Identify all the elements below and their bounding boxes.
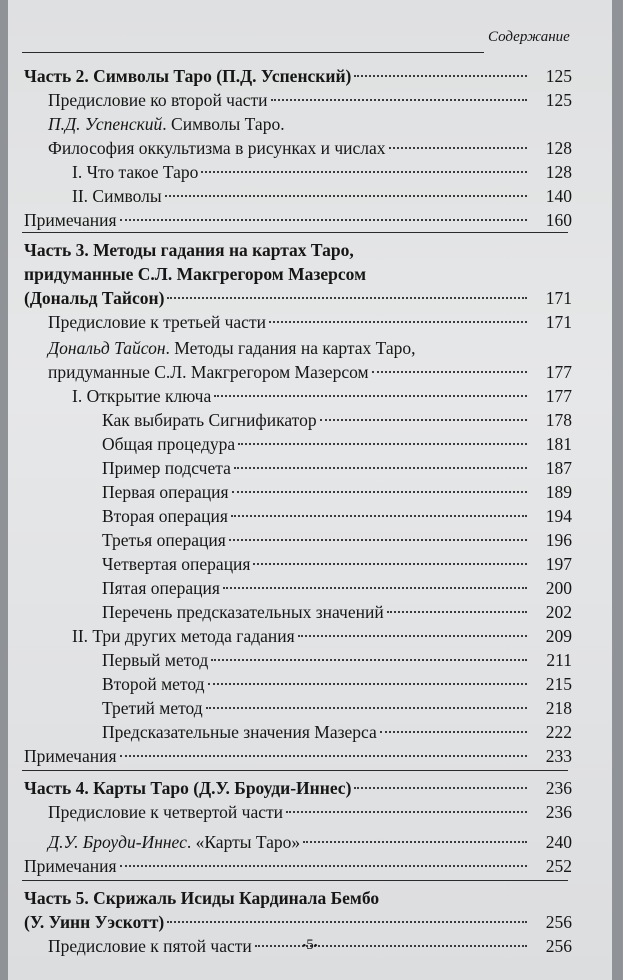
- toc-page-number: 128: [545, 162, 572, 182]
- toc-entry-title: II. Три других метода гадания: [72, 626, 295, 646]
- toc-entry-title-text: . Методы гадания на картах Таро,: [165, 338, 416, 358]
- toc-entry-title: Предисловие к пятой части: [48, 936, 252, 956]
- toc-page-number: 256: [545, 936, 572, 956]
- toc-entry: [48, 136, 572, 160]
- toc-entry-title: Примечания: [24, 210, 117, 230]
- toc-entry: [24, 64, 572, 88]
- toc-part-title: (У. Уинн Уэскотт): [24, 912, 165, 932]
- toc-page-number: 215: [545, 674, 572, 694]
- toc-page-number: 197: [545, 554, 572, 574]
- toc-leader-dots: [231, 515, 527, 517]
- toc-entry-title: Вторая операция: [102, 506, 228, 526]
- toc-page-number: 240: [545, 832, 572, 852]
- toc-page-number: 209: [545, 626, 572, 646]
- toc-entry: [48, 830, 572, 854]
- toc-entry: [102, 552, 572, 576]
- toc-leader-dots: [354, 75, 527, 77]
- toc-entry-title: II. Символы: [72, 186, 162, 206]
- toc-entry: [24, 854, 572, 878]
- toc-entry-title: I. Что такое Таро: [72, 162, 199, 182]
- toc-entry: [48, 800, 572, 824]
- toc-leader-dots: [120, 219, 527, 221]
- toc-entry-title: Второй метод: [102, 674, 205, 694]
- toc-entry-title: Первая операция: [102, 482, 229, 502]
- toc-leader-dots: [211, 659, 527, 661]
- toc-entry: [102, 528, 572, 552]
- section-rule: [22, 232, 568, 233]
- toc-page-number: 160: [545, 210, 572, 230]
- toc-page-number: 187: [545, 458, 572, 478]
- toc-leader-dots: [167, 921, 527, 923]
- toc-leader-dots: [253, 563, 527, 565]
- toc-entry: [48, 360, 572, 384]
- toc-leader-dots: [167, 297, 527, 299]
- toc-entry-title: Как выбирать Сигнификатор: [102, 410, 317, 430]
- toc-entry-title: Четвертая операция: [102, 554, 251, 574]
- section-rule: [22, 770, 568, 771]
- toc-page-number: 181: [545, 434, 572, 454]
- header-rule: [22, 52, 484, 53]
- toc-entry-title: Пятая операция: [102, 578, 220, 598]
- toc-page-number: 128: [545, 138, 572, 158]
- toc-entry-title: Предсказательные значения Мазерса: [102, 722, 377, 742]
- folio-ornament-left: •: [302, 940, 307, 952]
- toc-leader-dots: [232, 491, 527, 493]
- folio-ornament-right: •: [313, 940, 318, 952]
- toc-page-number: 171: [545, 288, 572, 308]
- toc-entry-title: I. Открытие ключа: [72, 386, 212, 406]
- toc-page-number: 171: [545, 312, 572, 332]
- toc-entry-author: П.Д. Успенский: [48, 114, 163, 134]
- toc-entry: [24, 776, 572, 800]
- toc-page-number: 236: [545, 802, 572, 822]
- toc-entry-title: Примечания: [24, 856, 117, 876]
- toc-entry-title: Примечания: [24, 746, 117, 766]
- toc-entry-title-text: . Символы Таро.: [162, 114, 285, 134]
- toc-entry: [72, 160, 572, 184]
- running-head: Содержание: [488, 29, 570, 45]
- toc-entry-title: Перечень предсказательных значений: [102, 602, 384, 622]
- toc-entry: [24, 744, 572, 768]
- toc-entry: [102, 432, 572, 456]
- toc-leader-dots: [389, 147, 527, 149]
- toc-page-number: 256: [545, 912, 572, 932]
- toc-entry: [48, 88, 572, 112]
- toc-leader-dots: [387, 611, 527, 613]
- toc-entry: [24, 886, 572, 910]
- toc-entry: [102, 672, 572, 696]
- toc-entry: [48, 112, 572, 136]
- toc-part-title: Часть 2. Символы Таро (П.Д. Успенский): [24, 66, 352, 86]
- toc-leader-dots: [269, 321, 527, 323]
- toc-leader-dots: [380, 731, 527, 733]
- toc-page-number: 196: [545, 530, 572, 550]
- toc-page-number: 236: [545, 778, 572, 798]
- toc-entry-title: [48, 112, 285, 136]
- toc-page-number: 222: [545, 722, 572, 742]
- toc-page-number: 177: [545, 386, 572, 406]
- toc-leader-dots: [303, 841, 527, 843]
- toc-entry-title: Предисловие к третьей части: [48, 312, 266, 332]
- toc-page-number: 233: [545, 746, 572, 766]
- toc-leader-dots: [229, 539, 527, 541]
- toc-page-number: 194: [545, 506, 572, 526]
- toc-leader-dots: [320, 419, 527, 421]
- toc-entry-author: Дональд Тайсон: [48, 338, 166, 358]
- toc-entry-title: Предисловие ко второй части: [48, 90, 268, 110]
- toc-page-number: 140: [545, 186, 572, 206]
- toc-entry-title: [48, 830, 300, 854]
- toc-entry: [72, 384, 572, 408]
- toc-leader-dots: [201, 171, 527, 173]
- toc-page-number: 189: [545, 482, 572, 502]
- folio-number: 5: [306, 937, 314, 953]
- toc-page-number: 177: [545, 362, 572, 382]
- toc-entry: [102, 576, 572, 600]
- toc-entry: [24, 238, 572, 262]
- toc-leader-dots: [238, 443, 527, 445]
- toc-entry: [102, 600, 572, 624]
- toc-leader-dots: [298, 635, 527, 637]
- toc-leader-dots: [286, 811, 527, 813]
- toc-page-number: 125: [545, 66, 572, 86]
- toc-leader-dots: [120, 865, 527, 867]
- toc-entry: [24, 910, 572, 934]
- toc-entry: [72, 624, 572, 648]
- toc-page-number: 252: [545, 856, 572, 876]
- toc-part-title: Часть 3. Методы гадания на картах Таро,: [24, 240, 354, 260]
- toc-entry: [24, 208, 572, 232]
- toc-entry: [102, 696, 572, 720]
- toc-entry-title-text: . «Карты Таро»: [186, 832, 301, 852]
- toc-entry: [48, 310, 572, 334]
- toc-leader-dots: [234, 467, 527, 469]
- toc-entry: [24, 286, 572, 310]
- toc-part-title: (Дональд Тайсон): [24, 288, 165, 308]
- toc-entry-title: Философия оккультизма в рисунках и числах: [48, 138, 386, 158]
- toc-entry: [48, 336, 572, 360]
- toc-entry-title: Третий метод: [102, 698, 203, 718]
- toc-entry: [24, 262, 572, 286]
- toc-leader-dots: [223, 587, 527, 589]
- toc-leader-dots: [165, 195, 527, 197]
- toc-page-number: 125: [545, 90, 572, 110]
- page-number: [8, 937, 612, 954]
- toc-leader-dots: [271, 99, 527, 101]
- toc-entry: [102, 648, 572, 672]
- toc-page-number: 200: [545, 578, 572, 598]
- toc-part-title: придуманные С.Л. Макгрегором Мазерсом: [24, 264, 367, 284]
- toc-leader-dots: [206, 707, 527, 709]
- toc-leader-dots: [354, 787, 527, 789]
- toc-page-number: 218: [545, 698, 572, 718]
- toc-page-number: 178: [545, 410, 572, 430]
- toc-entry-author: Д.У. Броуди-Иннес: [48, 832, 187, 852]
- toc-leader-dots: [214, 395, 527, 397]
- toc-entry: [102, 720, 572, 744]
- toc-part-title: Часть 4. Карты Таро (Д.У. Броуди-Иннес): [24, 778, 352, 798]
- toc-entry: [72, 184, 572, 208]
- toc-page-number: 211: [546, 650, 572, 670]
- toc-entry: [102, 480, 572, 504]
- toc-leader-dots: [120, 755, 527, 757]
- book-page: [8, 0, 612, 980]
- toc-entry-title: Предисловие к четвертой части: [48, 802, 284, 822]
- toc-entry-title: Пример подсчета: [102, 458, 231, 478]
- toc-entry-title: [48, 336, 416, 360]
- section-rule: [22, 880, 568, 881]
- toc-entry: [102, 408, 572, 432]
- toc-entry: [102, 504, 572, 528]
- toc-entry-title: Общая процедура: [102, 434, 236, 454]
- toc-part-title: Часть 5. Скрижаль Исиды Кардинала Бембо: [24, 888, 380, 908]
- toc-leader-dots: [208, 683, 528, 685]
- toc-page-number: 202: [545, 602, 572, 622]
- toc-entry-title: Третья операция: [102, 530, 226, 550]
- toc-entry-title: придуманные С.Л. Макгрегором Мазерсом: [48, 362, 369, 382]
- toc-leader-dots: [372, 371, 527, 373]
- toc-entry: [102, 456, 572, 480]
- toc-entry-title: Первый метод: [102, 650, 209, 670]
